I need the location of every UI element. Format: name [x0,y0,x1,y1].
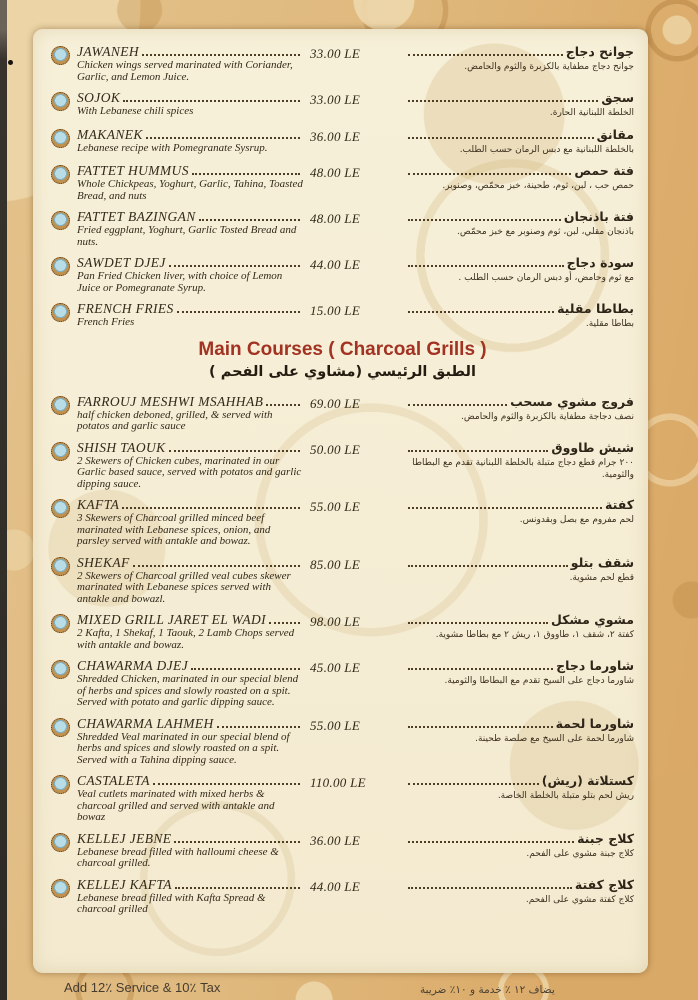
item-name-line [77,774,303,788]
item-english [77,613,303,651]
item-description-en: French Fries [77,316,135,328]
item-name-ar: كفتة [605,497,634,512]
item-english [77,164,303,202]
item-english [77,878,303,916]
item-name-ar: سودة دجاج [566,255,634,270]
item-name-ar: بطاطا مقلية [557,301,634,316]
item-name-line [77,164,303,178]
menu-item [51,45,634,83]
item-name-en: KELLEJ JEBNE [77,830,172,846]
item-price: 36.00 LE [310,832,361,848]
item-name-line [77,659,303,673]
item-description-ar: باذنجان مقلي، لبن، ثوم وصنوبر مع خبز محمّص. [456,227,634,237]
item-name-line [77,302,303,316]
dotted-leader [169,450,300,452]
item-english [77,556,303,606]
item-name-en: SOJOK [77,90,121,105]
dotted-leader [408,173,571,175]
dotted-leader [175,887,300,889]
item-price: 36.00 LE [310,128,361,144]
item-description-en: Lebanese recipe with Pomegranate Sysrup. [77,141,268,154]
item-name-line-ar [405,441,634,455]
restaurant-logo-badge [51,718,70,737]
item-arabic [405,774,634,803]
item-name-ar: جوانح دجاج [565,44,634,59]
dotted-leader [408,137,594,139]
item-description-ar: كلاج كفتة مشوي على الفحم. [525,894,634,905]
item-price: 110.00 LE [310,775,366,790]
dotted-leader [142,54,300,56]
item-description-en: 3 Skewers of Charcoal grilled minced beef marinated with Lebanese spices, onion, and parsley served with antakle and bowaz. [77,512,271,547]
item-description-ar: بطاطا مقلية. [585,319,634,329]
item-price: 55.00 LE [310,499,361,514]
item-name-ar: شاورما لحمة [555,715,634,731]
item-english [77,498,303,548]
item-name-line [77,717,303,731]
restaurant-logo-badge [51,396,70,415]
item-arabic [405,556,634,585]
restaurant-logo-badge [51,92,70,111]
item-price: 33.00 LE [310,46,361,61]
menu-item [51,210,634,248]
item-name-line [77,441,303,455]
dotted-leader [408,668,553,670]
menu-item [51,832,634,870]
item-price: 98.00 LE [310,614,361,629]
dotted-leader [408,265,564,267]
item-price: 15.00 LE [310,303,361,318]
restaurant-logo-badge [51,775,70,794]
scan-edge [0,0,7,1000]
dotted-leader [133,565,300,567]
item-arabic [405,45,634,74]
item-name-line [77,832,303,846]
restaurant-logo-badge [51,165,70,184]
item-name-ar: مقانق [596,126,634,142]
item-name-line-ar [405,717,634,731]
section-title-ar: الطبق الرئيسي (مشاوي على الفحم ) [209,363,476,380]
item-name-en: JAWANEH [77,44,140,59]
item-arabic [405,441,634,482]
restaurant-logo-badge [51,660,70,679]
item-name-line-ar [405,395,634,409]
item-price: 48.00 LE [310,211,361,226]
item-arabic [405,717,634,746]
dotted-leader [191,668,300,670]
item-english [77,128,303,155]
section-title-en: Main Courses ( Charcoal Grills ) [198,338,487,360]
item-description-en: 2 Kafta, 1 Shekaf, 1 Taouk, 2 Lamb Chops served with antakle and bowaz. [77,627,295,651]
menu-item [51,91,634,120]
dotted-leader [408,219,561,221]
menu-item [51,556,634,606]
item-description-ar: حمص حب ، لبن، ثوم، طحينة، خبز محمّص، وصنوبر. [442,181,634,191]
item-arabic [405,659,634,688]
item-name-ar: شاورما دجاج [556,658,634,673]
item-name-line-ar [405,556,634,570]
item-description-en: Veal cutlets marinated with mixed herbs & charcoal grilled and served with antakle and bowaz [77,788,275,823]
section-header [51,339,634,383]
item-name-en: SHEKAF [77,554,130,570]
item-arabic [405,256,634,285]
item-description-en: 2 Skewers of Chicken cubes, marinated in our Garlic based sauce, served with potatos and garlic dipping sauce. [77,454,302,490]
item-name-line-ar [405,91,634,105]
dotted-leader [408,450,548,452]
item-english [77,659,303,709]
item-name-line-ar [405,498,634,512]
menu-item [51,256,634,294]
item-description-ar: شاورما لحمة على السيخ مع صلصة طحينة. [475,733,634,744]
dotted-leader [408,507,602,509]
menu-item [51,717,634,767]
item-description-ar: شاورما دجاج على السيخ تقدم مع البطاطا والثومية. [444,676,634,686]
menu-item [51,498,634,548]
dotted-leader [408,100,598,102]
item-english [77,774,303,824]
item-price: 48.00 LE [310,165,361,180]
item-name-line [77,395,303,409]
menu-item [51,774,634,824]
item-name-line [77,256,303,270]
item-description-en: With Lebanese chili spices [77,105,194,117]
menu-item [51,878,634,916]
item-english [77,256,303,294]
dotted-leader [174,841,300,843]
item-name-en: KELLEJ KAFTA [77,876,172,892]
item-description-ar: كفتة ٢، شقف ١، طاووق ١، ريش ٢ مع بطاطا مشوية. [435,630,634,640]
item-description-ar: مع ثوم وحامض، أو دبس الرمان حسب الطلب . [458,273,634,283]
restaurant-logo-badge [51,614,70,633]
dotted-leader [408,622,548,624]
item-price: 45.00 LE [310,660,361,675]
menu-panel [33,29,648,973]
item-description-en: half chicken deboned, grilled, & served with potatos and garlic sauce [77,408,273,432]
item-price: 69.00 LE [310,395,361,411]
item-name-line-ar [405,210,634,224]
dotted-leader [408,311,554,313]
item-arabic [405,128,634,157]
scan-dot [8,60,13,65]
dotted-leader [408,841,574,843]
item-name-line [77,45,303,59]
service-tax-note-ar: يضاف ١٢ ٪ خدمة و ١٠٪ ضريبة [420,984,555,996]
restaurant-logo-badge [51,557,70,576]
item-description-en: Shredded Veal marinated in our special blend of herbs and spices and slowly roasted on a spit. Served with a Tahina dipping sauce. [77,730,290,766]
item-name-line-ar [405,302,634,316]
restaurant-logo-badge [51,442,70,461]
restaurant-logo-badge [51,257,70,276]
item-english [77,717,303,767]
item-english [77,395,303,433]
item-name-line-ar [405,128,634,142]
item-name-en: KAFTA [77,497,120,512]
item-description-ar: بالخلطة اللبنانية مع دبس الرمان حسب الطلب. [459,144,634,155]
restaurant-logo-badge [51,833,70,852]
dotted-leader [146,137,300,139]
item-description-ar: ريش لحم بتلو متبلة بالخلطة الخاصة. [497,791,634,801]
restaurant-logo-badge [51,129,70,148]
item-description-ar: الخلطة اللبنانية الحارة. [549,108,634,118]
item-english [77,302,303,329]
menu-item [51,302,634,331]
item-name-line-ar [405,878,634,892]
dotted-leader [408,783,539,785]
item-description-ar: جوانح دجاج مطفاية بالكزبرة والثوم والحامض. [464,62,634,72]
item-name-line [77,128,303,142]
item-name-line [77,613,303,627]
item-name-en: MAKANEK [77,126,143,142]
dotted-leader [169,265,300,267]
dotted-leader [217,726,300,728]
dotted-leader [122,507,300,509]
item-name-line-ar [405,774,634,788]
item-description-en: Shredded Chicken, marinated in our special blend of herbs and spices and slowly roasted on a spit. Served with potato and garlic dipping sauce. [77,673,299,708]
item-name-ar: كستلاتة (ريش) [541,773,634,788]
dotted-leader [408,887,572,889]
item-description-en: Pan Fried Chicken liver, with choice of Lemon Juice or Pomegranate Syrup. [77,270,283,294]
dotted-leader [408,404,507,406]
item-name-line [77,878,303,892]
restaurant-logo-badge [51,879,70,898]
item-name-line-ar [405,659,634,673]
item-name-line-ar [405,613,634,627]
item-name-en: CHAWARMA DJEJ [77,658,189,673]
item-price: 33.00 LE [310,92,361,107]
item-price: 44.00 LE [310,257,361,272]
item-price: 55.00 LE [310,717,361,733]
item-description-en: Lebanese bread filled with halloumi cheese & charcoal grilled. [77,845,279,869]
item-description-ar: كلاج جبنة مشوي على الفحم. [526,848,634,859]
item-name-en: FATTET BAZINGAN [77,209,196,224]
item-name-ar: فتة باذنجان [563,209,634,224]
item-name-line [77,556,303,570]
item-english [77,91,303,118]
item-name-en: CHAWARMA LAHMEH [77,715,214,731]
item-name-line-ar [405,832,634,846]
menu-item [51,164,634,202]
item-arabic [405,613,634,642]
item-price: 85.00 LE [310,556,361,572]
item-name-line-ar [405,164,634,178]
item-name-ar: كلاج جبنة [577,830,634,846]
item-description-ar: قطع لحم مشوية. [569,572,634,583]
item-name-en: FATTET HUMMUS [77,163,189,178]
dotted-leader [269,622,300,624]
item-arabic [405,210,634,239]
item-arabic [405,878,634,907]
menu-item [51,395,634,433]
item-name-ar: كلاج كفتة [574,876,634,892]
dotted-leader [266,404,300,406]
item-name-line [77,498,303,512]
item-english [77,45,303,83]
item-name-en: SAWDET DJEJ [77,255,166,270]
item-arabic [405,498,634,527]
item-name-en: FRENCH FRIES [77,301,174,316]
item-arabic [405,164,634,193]
item-name-en: MIXED GRILL JARET EL WADI [77,612,267,627]
item-name-ar: سجق [601,90,634,105]
dotted-leader [199,219,300,221]
dotted-leader [192,173,300,175]
item-description-ar: لحم مفروم مع بصل وبقدونس. [519,515,634,525]
item-name-line-ar [405,45,634,59]
restaurant-logo-badge [51,46,70,65]
restaurant-logo-badge [51,303,70,322]
item-name-en: CASTALETA [77,773,150,788]
item-name-en: SHISH TAOUK [77,439,166,455]
item-name-line [77,210,303,224]
item-name-line-ar [405,256,634,270]
item-english [77,210,303,248]
menu-sections [51,45,634,916]
item-description-ar: نصف دجاجة مطفاية بالكزبرة والثوم والحامض. [461,411,634,422]
item-name-line [77,91,303,105]
menu-item [51,659,634,709]
restaurant-logo-badge [51,211,70,230]
item-description-en: 2 Skewers of Charcoal grilled veal cubes skewer marinated with Lebanese spices served with antakle and bowazl. [77,569,291,605]
dotted-leader [153,783,300,785]
dotted-leader [408,54,563,56]
item-english [77,441,303,491]
item-name-ar: شيش طاووق [551,439,634,455]
item-description-ar: ٢٠٠ جرام قطع دجاج متبلة بالخلطة اللبنانية تقدم مع البطاطا والثومية. [412,457,634,480]
item-price: 50.00 LE [310,441,361,457]
dotted-leader [408,726,553,728]
item-arabic [405,832,634,861]
item-description-en: Fried eggplant, Yoghurt, Garlic Tosted Bread and nuts. [77,224,297,248]
menu-item [51,128,634,157]
item-description-en: Chicken wings served marinated with Coriander, Garlic, and Lemon Juice. [77,59,293,83]
item-name-ar: شقف بتلو [570,554,634,570]
item-price: 44.00 LE [310,878,361,894]
restaurant-logo-badge [51,499,70,518]
item-arabic [405,91,634,120]
menu-item [51,441,634,491]
item-name-ar: مشوي مشكل [551,612,634,627]
item-name-ar: فروج مشوي مسحب [510,393,634,409]
item-arabic [405,302,634,331]
dotted-leader [408,565,568,567]
service-tax-note-en: Add 12٪ Service & 10٪ Tax [64,980,221,995]
item-name-en: FARROUJ MESHWI MSAHHAB [77,393,264,409]
item-arabic [405,395,634,424]
dotted-leader [123,100,300,102]
dotted-leader [177,311,300,313]
item-english [77,832,303,870]
item-description-en: Lebanese bread filled with Kafta Spread & charcoal grilled [77,891,266,915]
menu-item [51,613,634,651]
item-name-ar: فتة حمص [574,163,634,178]
item-description-en: Whole Chickpeas, Yoghurt, Garlic, Tahina, Toasted Bread, and nuts [77,178,303,202]
